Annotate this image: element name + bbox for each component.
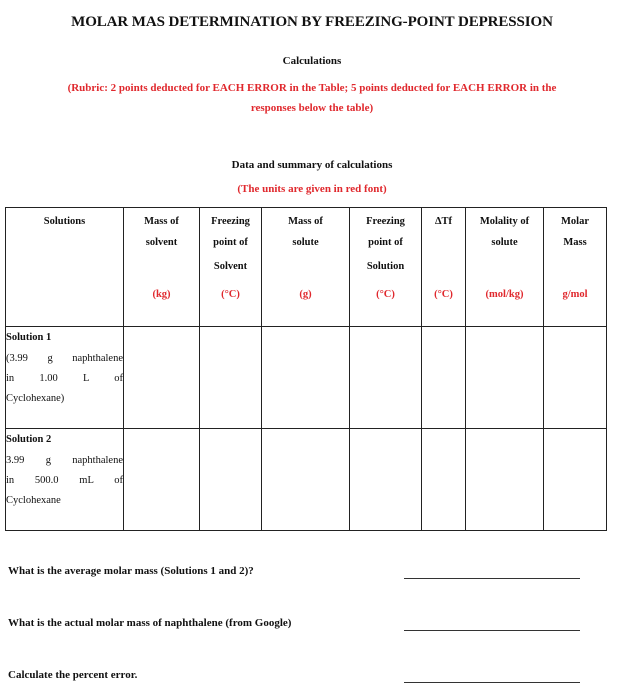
header-mass-of-solvent — [124, 208, 200, 327]
header-line: point of — [368, 237, 403, 248]
input-cell[interactable] — [466, 327, 544, 429]
header-solutions — [6, 208, 124, 327]
header-line: solute — [491, 237, 518, 248]
solution-description-line: in 1.00 L of — [6, 373, 123, 384]
header-line: solute — [292, 237, 319, 248]
input-cell[interactable] — [422, 327, 466, 429]
header-line: Mass of — [288, 216, 323, 227]
input-cell[interactable] — [350, 327, 422, 429]
header-unit: (°C) — [376, 289, 395, 300]
header-line: Mass of — [144, 216, 179, 227]
answer-line-average-molar-mass[interactable] — [404, 578, 580, 579]
header-line: Freezing — [211, 216, 250, 227]
question-percent-error: Calculate the percent error. — [8, 669, 138, 681]
input-cell[interactable] — [350, 429, 422, 531]
solution-description-line: Cyclohexane) — [6, 393, 65, 404]
input-cell[interactable] — [422, 429, 466, 531]
table-heading: Data and summary of calculations — [231, 159, 393, 171]
input-cell[interactable] — [200, 327, 262, 429]
solution-description-line: 3.99 g naphthalene — [6, 455, 123, 466]
input-cell[interactable] — [544, 327, 607, 429]
units-note: (The units are given in red font) — [237, 183, 387, 195]
header-unit: g/mol — [562, 289, 588, 300]
table-row — [6, 327, 607, 429]
answer-line-percent-error[interactable] — [404, 682, 580, 683]
input-cell[interactable] — [466, 429, 544, 531]
header-freezing-point-solution — [350, 208, 422, 327]
header-line: Molar — [561, 216, 589, 227]
table-header-row — [6, 208, 607, 327]
header-line: Molality of — [479, 216, 530, 227]
header-unit: (°C) — [434, 289, 453, 300]
header-freezing-point-solvent — [200, 208, 262, 327]
answer-line-actual-molar-mass[interactable] — [404, 630, 580, 631]
header-line: point of — [213, 237, 248, 248]
header-line: Solution — [366, 261, 405, 272]
header-line: ΔTf — [434, 216, 453, 227]
rubric-line-2: responses below the table) — [250, 102, 374, 114]
solution-1-cell — [6, 327, 124, 429]
question-average-molar-mass: What is the average molar mass (Solutions 1 and 2)? — [8, 565, 254, 577]
header-line: Mass — [563, 237, 587, 248]
input-cell[interactable] — [262, 327, 350, 429]
input-cell[interactable] — [262, 429, 350, 531]
rubric-note — [0, 78, 624, 118]
solution-description-line: (3.99 g naphthalene — [6, 353, 123, 364]
header-unit: (kg) — [152, 289, 171, 300]
header-molar-mass — [544, 208, 607, 327]
input-cell[interactable] — [200, 429, 262, 531]
header-line: Solvent — [213, 261, 248, 272]
solution-description-line: in 500.0 mL of — [6, 475, 123, 486]
data-table — [5, 207, 607, 531]
input-cell[interactable] — [124, 429, 200, 531]
input-cell[interactable] — [124, 327, 200, 429]
table-row — [6, 429, 607, 531]
solution-title: Solution 1 — [6, 332, 52, 343]
header-line: Solutions — [43, 216, 86, 227]
header-unit: (mol/kg) — [485, 289, 524, 300]
page-title: MOLAR MAS DETERMINATION BY FREEZING-POINT DEPRESSION — [71, 14, 553, 30]
header-unit: (g) — [299, 289, 312, 300]
input-cell[interactable] — [544, 429, 607, 531]
header-line: Freezing — [366, 216, 405, 227]
header-unit: (°C) — [221, 289, 240, 300]
solution-title: Solution 2 — [6, 434, 52, 445]
header-line: solvent — [145, 237, 178, 248]
header-delta-tf — [422, 208, 466, 327]
header-molality — [466, 208, 544, 327]
solution-2-cell — [6, 429, 124, 531]
section-heading-calculations: Calculations — [282, 55, 342, 67]
header-mass-of-solute — [262, 208, 350, 327]
solution-description-line: Cyclohexane — [6, 495, 61, 506]
question-actual-molar-mass: What is the actual molar mass of naphthalene (from Google) — [8, 617, 292, 629]
rubric-line-1: (Rubric: 2 points deducted for EACH ERROR in the Table; 5 points deducted for EACH ERROR in the — [67, 82, 557, 94]
